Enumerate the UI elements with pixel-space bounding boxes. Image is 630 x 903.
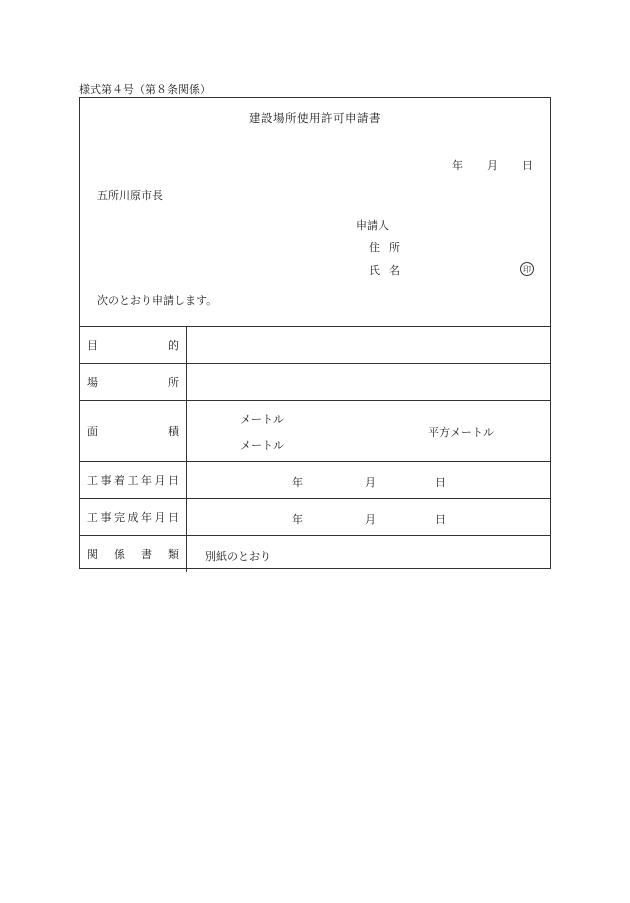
date-day-label: 日 xyxy=(522,159,533,172)
location-value xyxy=(187,364,550,400)
start-year-label: 年 xyxy=(292,476,303,489)
area-value xyxy=(187,401,550,461)
name-label: 氏名 xyxy=(369,264,409,277)
start-date-label xyxy=(80,462,187,498)
label-char: 成 xyxy=(127,511,139,524)
label-char: 日 xyxy=(168,474,179,487)
addressee: 五所川原市長 xyxy=(97,189,163,202)
form-header xyxy=(80,98,550,326)
area-label xyxy=(80,401,187,461)
document-title: 建設場所使用許可申請書 xyxy=(249,111,381,125)
date-year-label: 年 xyxy=(452,159,463,172)
label-char: 工 xyxy=(87,511,98,524)
area-unit-meter-2: メートル xyxy=(240,439,284,452)
documents-value xyxy=(187,536,550,572)
label-char: 月 xyxy=(154,511,166,524)
purpose-label xyxy=(80,327,187,363)
label-char: 事 xyxy=(100,474,112,487)
form-table xyxy=(80,326,550,572)
label-char: 関 xyxy=(87,548,98,561)
area-unit-meter-1: メートル xyxy=(240,413,284,426)
label-chars xyxy=(87,472,179,488)
label-char: 書 xyxy=(141,548,152,561)
label-char: 場 xyxy=(87,376,98,389)
label-char: 工 xyxy=(87,474,98,487)
start-day-label: 日 xyxy=(435,476,446,489)
date-month-label: 月 xyxy=(487,159,498,172)
start-month-label: 月 xyxy=(365,476,376,489)
form-number-label: 様式第４号（第８条関係） xyxy=(79,83,211,96)
request-statement: 次のとおり申請します。 xyxy=(97,294,218,307)
table-row-documents xyxy=(80,535,550,572)
label-char: 類 xyxy=(168,548,179,561)
label-chars xyxy=(87,337,179,353)
label-char: 係 xyxy=(114,548,125,561)
label-char: 年 xyxy=(141,511,152,524)
completion-date-label xyxy=(80,499,187,535)
label-chars xyxy=(87,509,179,525)
label-char: 年 xyxy=(141,474,152,487)
documents-value-text: 別紙のとおり xyxy=(205,550,271,563)
label-char: 着 xyxy=(114,474,125,487)
label-chars xyxy=(87,374,179,390)
table-row-start-date xyxy=(80,461,550,498)
applicant-label: 申請人 xyxy=(356,219,389,232)
label-char: 日 xyxy=(168,511,179,524)
table-row-location xyxy=(80,363,550,400)
completion-day-label: 日 xyxy=(435,513,446,526)
table-row-area xyxy=(80,400,550,461)
area-unit-square-meter: 平方メートル xyxy=(428,426,494,439)
purpose-value xyxy=(187,327,550,363)
label-char: 的 xyxy=(168,339,179,352)
label-char: 積 xyxy=(168,425,179,438)
completion-date-value xyxy=(187,499,550,535)
completion-year-label: 年 xyxy=(292,513,303,526)
location-label xyxy=(80,364,187,400)
completion-month-label: 月 xyxy=(365,513,376,526)
label-char: 面 xyxy=(87,425,98,438)
label-char: 工 xyxy=(127,474,139,487)
address-label: 住所 xyxy=(369,241,409,254)
label-char: 完 xyxy=(114,511,125,524)
label-chars xyxy=(87,423,179,439)
label-char: 所 xyxy=(168,376,179,389)
label-char: 目 xyxy=(87,339,98,352)
documents-label xyxy=(80,536,187,572)
start-date-value xyxy=(187,462,550,498)
label-char: 月 xyxy=(154,474,166,487)
seal-icon: 印 xyxy=(520,262,534,276)
table-row-purpose xyxy=(80,326,550,363)
application-form xyxy=(79,97,551,569)
label-chars xyxy=(87,546,179,562)
label-char: 事 xyxy=(100,511,112,524)
table-row-completion-date xyxy=(80,498,550,535)
